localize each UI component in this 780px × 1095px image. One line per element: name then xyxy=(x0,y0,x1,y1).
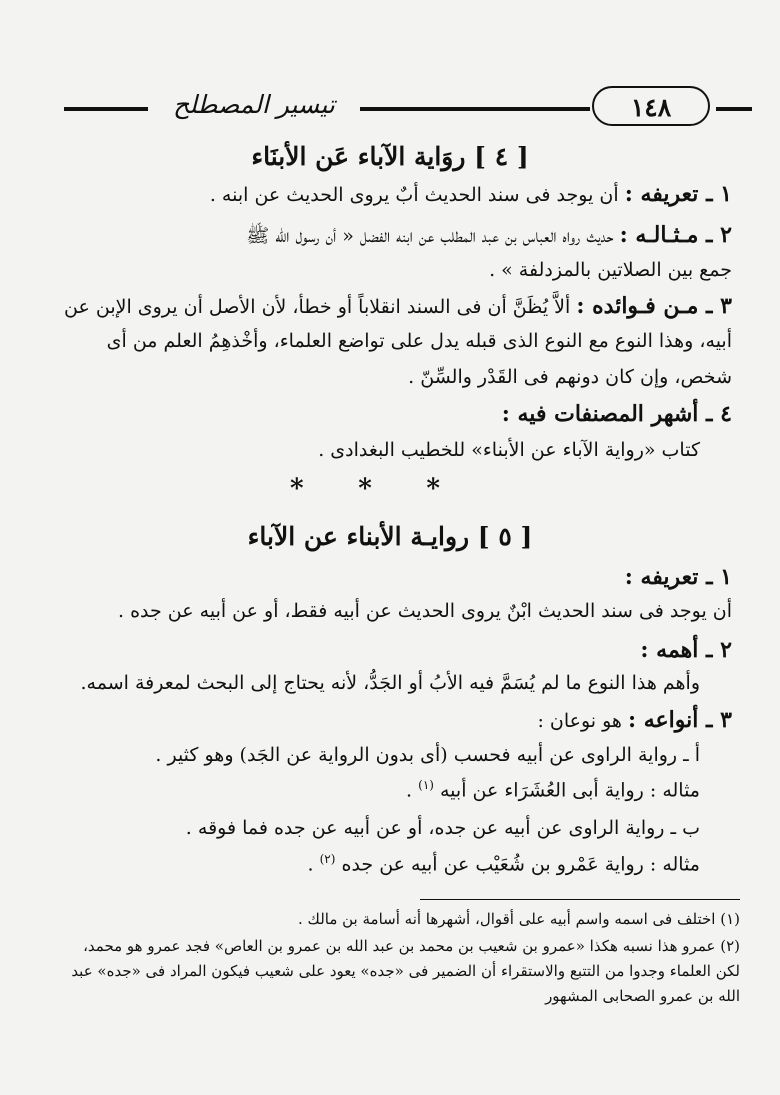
footnote-divider xyxy=(420,899,740,900)
footnote-ref-1[interactable]: (١) xyxy=(418,778,434,792)
s5-importance-text: وأهم هذا النوع ما لم يُسَمَّ فيه الأبُ أو الجَدُّ، لأنه يحتاج إلى البحث لمعرفة اسمه. xyxy=(80,672,700,694)
section-4-title: [ ٤ ] روَاية الآباء عَن الأبنَاء xyxy=(251,142,529,171)
s4-example-text: حديث رواه العباس بن عبد المطلب عن ابنه الفضل « أن رسول الله ﷺ xyxy=(246,225,620,247)
s5-importance-heading xyxy=(40,637,732,663)
s4-definition xyxy=(40,181,732,207)
s5-definition-heading xyxy=(40,564,732,590)
header-rule-middle xyxy=(360,107,590,111)
header-rule-left xyxy=(64,107,148,111)
footnote-2-line-3: الله بن عمرو الصحابى المشهور xyxy=(545,987,740,1005)
s4-benefits-l3: شخص، وإن كان دونهم فى القَدْر والسِّنّ . xyxy=(408,366,732,388)
s5-definition-label: ١ ـ تعريفه : xyxy=(624,564,732,590)
s4-benefits xyxy=(40,293,732,319)
s4-example xyxy=(40,222,732,252)
s4-definition-label: ١ ـ تعريفه : xyxy=(624,181,732,207)
section-separator xyxy=(290,474,440,504)
s5-type-b-example-text: مثاله : رواية عَمْرو بن شُعَيْب عن أبيه عن جده xyxy=(341,853,700,876)
footnote-ref-2[interactable]: (٢) xyxy=(319,852,336,866)
section-5-title: [ ٥ ] روايـة الأبناء عن الآباء xyxy=(247,522,533,551)
s4-example-label: ٢ ـ مـثـالـه : xyxy=(619,222,732,248)
footnote-2-line-2: لكن العلماء وجدوا من التتبع والاستقراء أن الضمير فى «جده» يعود على شعيب فيكون المراد فى «جده» عبد xyxy=(71,962,740,980)
s4-benefits-l2: أبيه، وهذا النوع مع النوع الذى قبله يدل على تواضع العلماء، وأخْذهِمُ العلم من أى xyxy=(106,330,732,352)
s5-types-heading xyxy=(40,707,732,733)
s4-benefits-label: ٣ ـ مـن فـوائده : xyxy=(576,293,732,319)
book-title: تيسير المصطلح xyxy=(173,90,335,119)
s5-type-a: أ ـ رواية الراوى عن أبيه فحسب (أى بدون الرواية عن الجَد) وهو كثير . xyxy=(155,744,700,766)
s5-types-label: ٣ ـ أنواعه : xyxy=(627,707,732,733)
s5-definition-text: أن يوجد فى سند الحديث ابْنٌ يروى الحديث عن أبيه فقط، أو عن أبيه عن جده . xyxy=(118,600,732,622)
s5-type-a-example-text: مثاله : رواية أبى العُشَرَاء عن أبيه xyxy=(440,779,700,802)
s4-definition-text: أن يوجد فى سند الحديث أبٌ يروى الحديث عن ابنه . xyxy=(209,184,625,206)
s5-type-a-example: مثاله : رواية أبى العُشَرَاء عن أبيه $^{(١)}$ . xyxy=(406,778,700,802)
s4-works-heading xyxy=(40,401,732,427)
s4-example-cont: جمع بين الصلاتين بالمزدلفة » . xyxy=(489,259,732,281)
separator-star: * xyxy=(290,474,304,504)
header-rule-right xyxy=(716,107,752,111)
s4-works-label: ٤ ـ أشهر المصنفات فيه : xyxy=(501,401,732,427)
s4-works-text: كتاب «رواية الآباء عن الأبناء» للخطيب البغدادى . xyxy=(318,439,700,461)
page-header xyxy=(40,86,752,130)
footnote-2-line-1: (٢) عمرو هذا نسبه هكذا «عمرو بن شعيب بن محمد بن عبد الله بن عمرو بن العاص» فجد عمرو هو محمد، xyxy=(83,937,740,955)
separator-star: * xyxy=(358,474,372,504)
page-number: ١٤٨ xyxy=(592,86,710,126)
s4-benefits-l1: ألاَّ يُظَنَّ أن فى السند انقلاباً أو خطأ، لأن الأصل أن يروى الإبن عن xyxy=(64,296,577,318)
footnote-1: (١) اختلف فى اسمه واسم أبيه على أقوال، أشهرها أنه أسامة بن مالك . xyxy=(298,910,740,928)
separator-star: * xyxy=(426,474,440,504)
s5-importance-label: ٢ ـ أهمه : xyxy=(640,637,732,663)
s5-type-b-example: مثاله : رواية عَمْرو بن شُعَيْب عن أبيه عن جده $^{(٢)}$ . xyxy=(307,852,700,876)
s5-type-b: ب ـ رواية الراوى عن أبيه عن جده، أو عن أبيه عن جده فما فوقه . xyxy=(185,817,700,839)
s5-types-intro: هو نوعان : xyxy=(537,710,628,732)
